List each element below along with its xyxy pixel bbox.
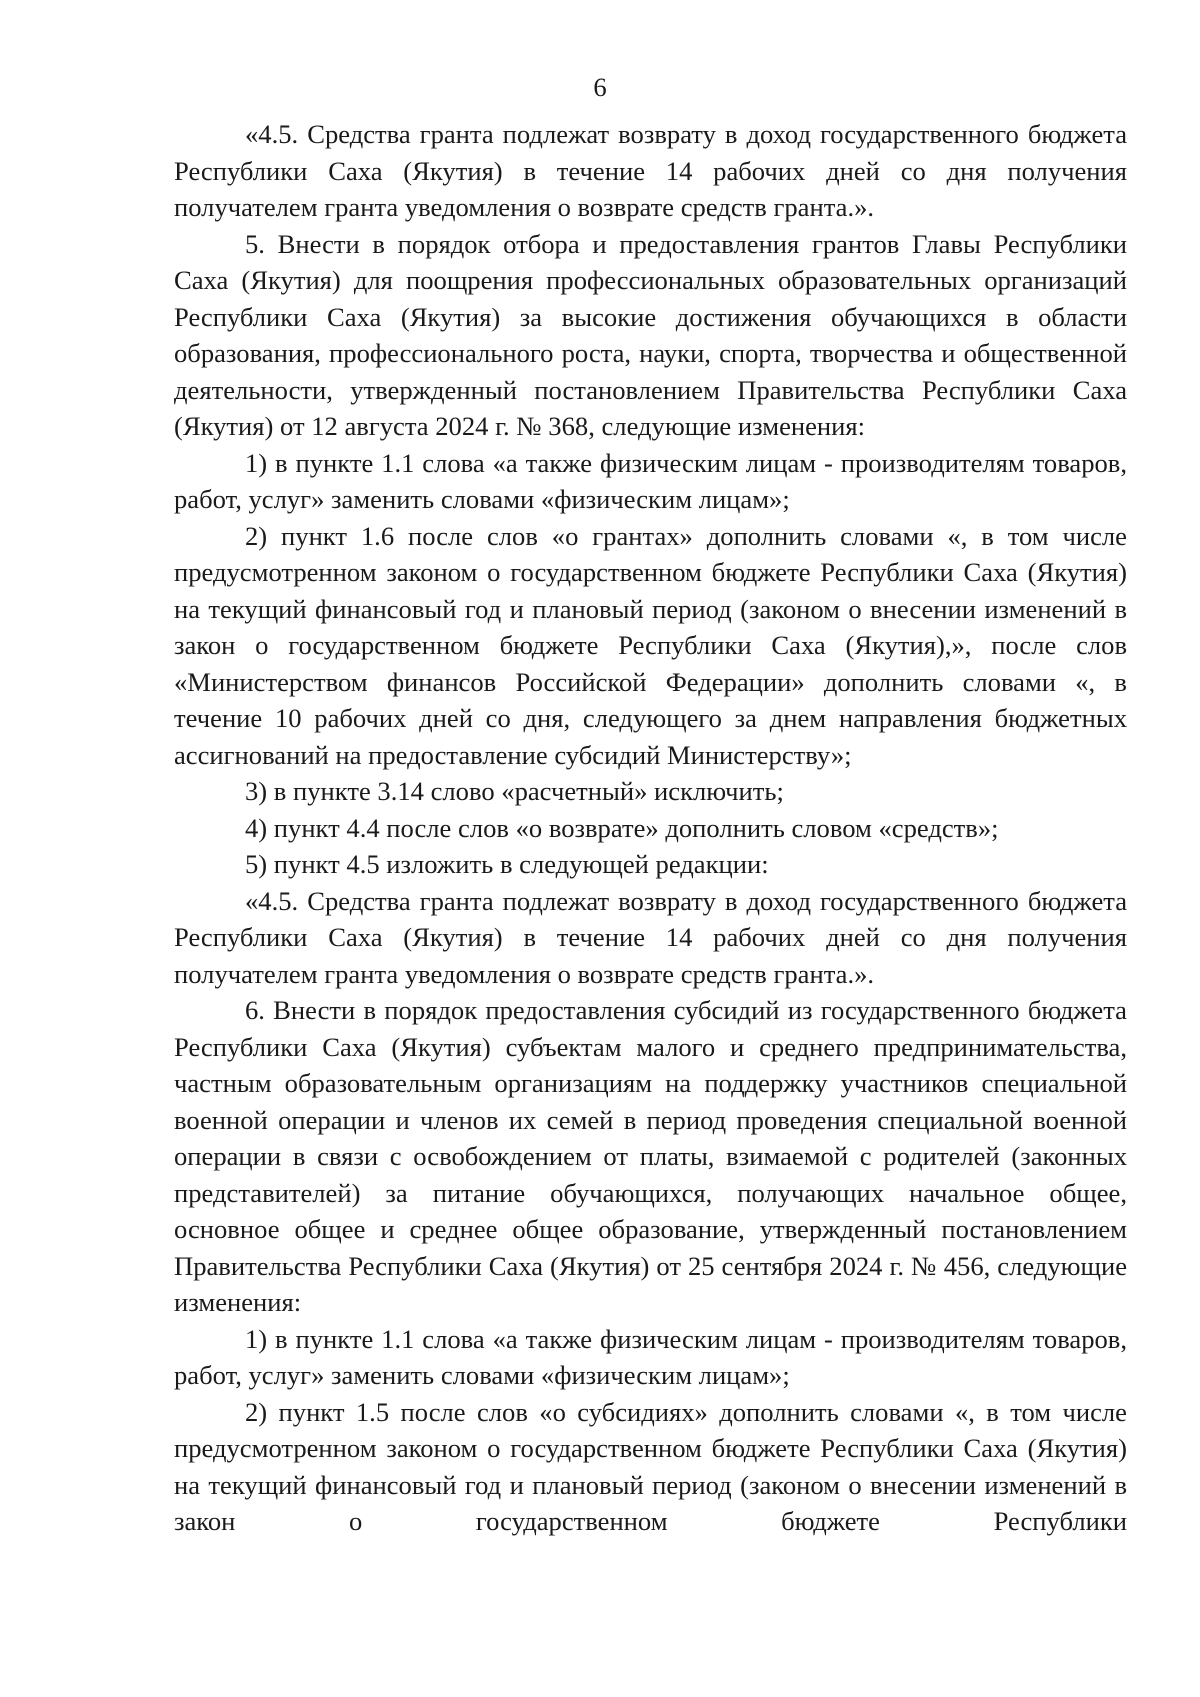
- document-body: [174, 116, 1127, 1540]
- paragraph-item-6-sub-1: 1) в пункте 1.1 слова «а также физическим лицам - производителям товаров, работ, услуг» заменить словами «физическим лицам»;: [174, 1323, 1127, 1390]
- paragraph-item-6: 6. Внести в порядок предоставления субсидий из государственного бюджета Республики Саха (Якутия) субъектам малого и среднего предпринимательства, частным образовательным организациям на поддержку участников специальной военной операции и членов их семей в период проведения специальной военной операции в связи с освобождением от платы, взимаемой с родителей (законных представителей) за питание обучающихся, получающих начальное общее, основное общее и среднее общее образование, утвержденный постановлением Правительства Республики Саха (Якутия) от 25 сентября 2024 г. № 456, следующие изменения:: [174, 995, 1127, 1317]
- paragraph-item-5-sub-1: 1) в пункте 1.1 слова «а также физическим лицам - производителям товаров, работ, услуг» заменить словами «физическим лицам»;: [174, 447, 1127, 514]
- paragraph-item-5: 5. Внести в порядок отбора и предоставления грантов Главы Республики Саха (Якутия) для поощрения профессиональных образовательных организаций Республики Саха (Якутия) за высокие достижения обучающихся в области образования, профессионального роста, науки, спорта, творчества и общественной деятельности, утвержденный постановлением Правительства Республики Саха (Якутия) от 12 августа 2024 г. № 368, следующие изменения:: [174, 228, 1127, 441]
- paragraph-quote-4-5: «4.5. Средства гранта подлежат возврату в доход государственного бюджета Республики Саха (Якутия) в течение 14 рабочих дней со дня получения получателем гранта уведомления о возврате средств гранта.».: [174, 119, 1127, 222]
- page-number: 6: [593, 72, 607, 102]
- paragraph-item-5-sub-4: 4) пункт 4.4 после слов «о возврате» дополнить словом «средств»;: [245, 812, 999, 843]
- paragraph-item-5-sub-2: 2) пункт 1.6 после слов «о грантах» дополнить словами «, в том числе предусмотренном законом о государственном бюджете Республики Саха (Якутия) на текущий финансовый год и плановый период (законом о внесении изменений в закон о государственном бюджете Республики Саха (Якутия),», после слов «Министерством финансов Российской Федерации» дополнить словами «, в течение 10 рабочих дней со дня, следующего за днем направления бюджетных ассигнований на предоставление субсидий Министерству»;: [174, 520, 1127, 770]
- paragraph-item-6-sub-2: 2) пункт 1.5 после слов «о субсидиях» дополнить словами «, в том числе предусмотренном законом о государственном бюджете Республики Саха (Якутия) на текущий финансовый год и плановый период (законом о внесении изменений в закон о государственном бюджете Республики: [174, 1396, 1127, 1536]
- paragraph-quote-4-5-repeat: «4.5. Средства гранта подлежат возврату в доход государственного бюджета Республики Саха (Якутия) в течение 14 рабочих дней со дня получения получателем гранта уведомления о возврате средств гранта.».: [174, 885, 1127, 989]
- paragraph-item-5-sub-3: 3) в пункте 3.14 слово «расчетный» исключить;: [245, 776, 784, 806]
- paragraph-item-5-sub-5: 5) пункт 4.5 изложить в следующей редакции:: [245, 849, 769, 879]
